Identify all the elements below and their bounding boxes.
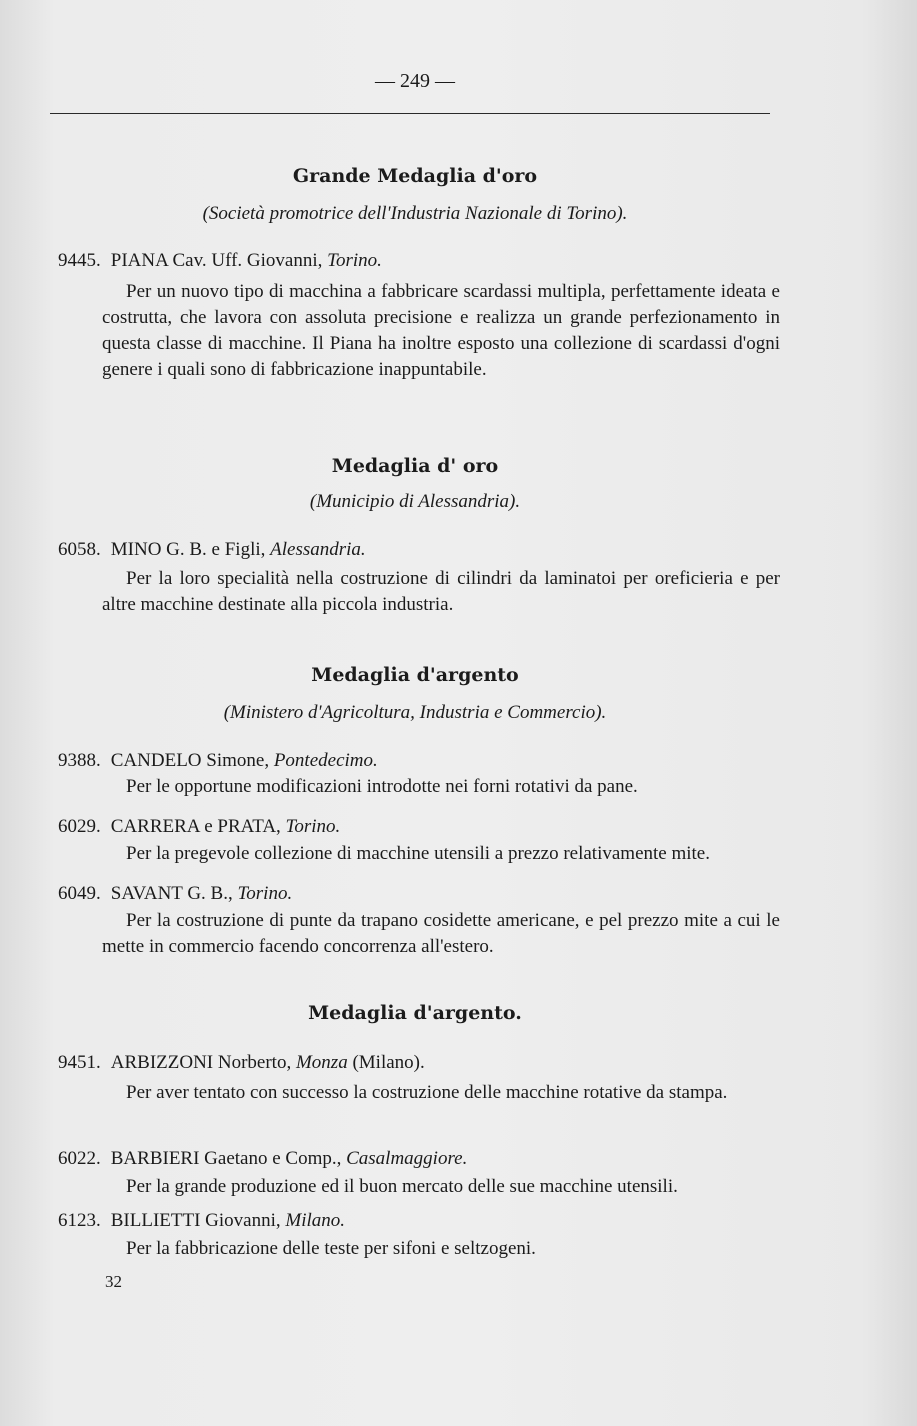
- entry-place: Monza: [295, 1052, 348, 1073]
- entry-place: Casalmaggiore.: [346, 1148, 468, 1169]
- entry-heading: [58, 750, 378, 772]
- entry-name: SAVANT G. B.,: [110, 883, 233, 904]
- entry-heading: [58, 250, 382, 272]
- entry-number: 6058.: [58, 539, 101, 560]
- entry-number: 9445.: [58, 250, 101, 271]
- entry-heading: [58, 1148, 467, 1170]
- section-title: Medaglia d'argento.: [308, 1002, 522, 1024]
- signature-mark: 32: [105, 1272, 122, 1291]
- entry-heading: [58, 539, 366, 561]
- entry-place: Torino.: [285, 816, 341, 837]
- section-subtitle: (Ministero d'Agricoltura, Industria e Commercio).: [223, 702, 607, 723]
- entry-place: Pontedecimo.: [273, 750, 378, 771]
- entry-number: 6123.: [58, 1210, 101, 1231]
- entry-name: CANDELO Simone,: [110, 750, 270, 771]
- entry-place: Torino.: [327, 250, 382, 271]
- entry-name: PIANA Cav. Uff. Giovanni,: [110, 250, 323, 271]
- entry-description: Per un nuovo tipo di macchina a fabbricare scardassi multipla, perfettamente ideata e costrutta, che lavora con assoluta precisione e realizza un grande perfezionamento in questa classe di macchine. Il Piana ha inoltre esposto una collezione di scardassi d'ogni genere i quali sono di fabbricazione inappuntabile.: [102, 281, 780, 380]
- section-subtitle: (Municipio di Alessandria).: [309, 491, 521, 512]
- entry-description: Per le opportune modificazioni introdotte nei forni rotativi da pane.: [126, 776, 638, 797]
- entry-number: 9388.: [58, 750, 101, 771]
- section-title: Grande Medaglia d'oro: [292, 165, 538, 187]
- entry-heading: [58, 816, 340, 838]
- entry-place: Alessandria.: [270, 539, 366, 560]
- entry-name: ARBIZZONI Norberto,: [110, 1052, 292, 1073]
- entry-name: MINO G. B. e Figli,: [110, 539, 266, 560]
- entry-number: 6049.: [58, 883, 101, 904]
- entry-number: 6022.: [58, 1148, 101, 1169]
- entry-place: Torino.: [237, 883, 293, 904]
- entry-description: Per la costruzione di punte da trapano cosidette americane, e pel prezzo mite a cui le mette in commercio facendo concorrenza all'estero.: [102, 910, 780, 957]
- entry-description: Per la loro specialità nella costruzione di cilindri da laminatoi per oreficieria e per altre macchine destinate alla piccola industria.: [102, 568, 780, 615]
- entry-name: CARRERA e PRATA,: [110, 816, 281, 837]
- entry-description: Per la grande produzione ed il buon mercato delle sue macchine utensili.: [126, 1176, 678, 1197]
- entry-description: Per la pregevole collezione di macchine utensili a prezzo relativamente mite.: [126, 843, 710, 864]
- entry-name: BARBIERI Gaetano e Comp.,: [110, 1148, 342, 1169]
- section-title: Medaglia d'argento: [311, 664, 519, 686]
- entry-description: Per aver tentato con successo la costruzione delle macchine rotative da stampa.: [126, 1082, 728, 1103]
- entry-place-suffix: (Milano).: [352, 1052, 425, 1073]
- entry-heading: [58, 883, 292, 905]
- entry-place: Milano.: [285, 1210, 346, 1231]
- section-subtitle: (Società promotrice dell'Industria Nazionale di Torino).: [202, 203, 628, 224]
- entry-name: BILLIETTI Giovanni,: [110, 1210, 281, 1231]
- header-rule: [50, 113, 770, 114]
- entry-number: 6029.: [58, 816, 101, 837]
- entry-description: Per la fabbricazione delle teste per sifoni e seltzogeni.: [126, 1238, 536, 1259]
- section-title: Medaglia d' oro: [331, 455, 499, 477]
- page-number: — 249 —: [375, 70, 455, 92]
- entry-heading: [58, 1210, 345, 1232]
- entry-heading: [58, 1052, 425, 1074]
- entry-number: 9451.: [58, 1052, 101, 1073]
